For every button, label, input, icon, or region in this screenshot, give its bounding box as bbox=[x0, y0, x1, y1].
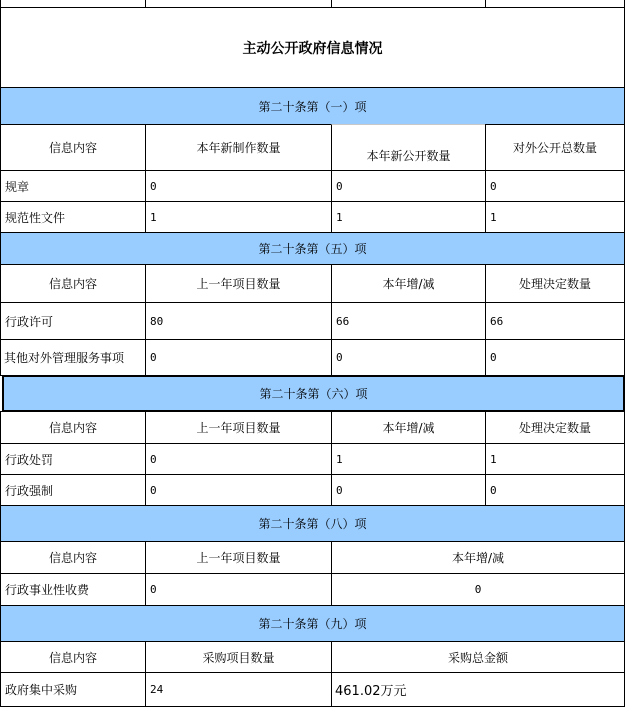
section-header-9: 第二十条第（九）项 bbox=[0, 605, 625, 642]
column-header: 上一年项目数量 bbox=[145, 411, 332, 444]
table-cell: 0 bbox=[485, 170, 625, 202]
table-cell: 66 bbox=[485, 302, 625, 340]
column-header: 信息内容 bbox=[0, 264, 146, 303]
table-cell: 0 bbox=[485, 474, 625, 506]
table-cell: 66 bbox=[331, 302, 486, 340]
column-header: 采购项目数量 bbox=[145, 641, 332, 673]
section-header-5: 第二十条第（五）项 bbox=[0, 232, 625, 265]
table-cell: 0 bbox=[331, 170, 486, 202]
row-label: 行政事业性收费 bbox=[0, 573, 146, 606]
row-label: 规章 bbox=[0, 170, 146, 202]
table-cell: 0 bbox=[331, 474, 486, 506]
table-cell: 1 bbox=[331, 201, 486, 233]
section-header-6: 第二十条第（六）项 bbox=[2, 375, 625, 412]
column-header: 本年增/减 bbox=[331, 264, 486, 303]
table-cell: 0 bbox=[485, 339, 625, 376]
page-title: 主动公开政府信息情况 bbox=[0, 7, 625, 88]
row-label: 行政强制 bbox=[0, 474, 146, 506]
column-header: 上一年项目数量 bbox=[145, 264, 332, 303]
section-header-8: 第二十条第（八）项 bbox=[0, 505, 625, 542]
table-cell: 80 bbox=[145, 302, 332, 340]
table-cell: 1 bbox=[485, 443, 625, 475]
table-cell: 24 bbox=[145, 672, 332, 707]
table-cell: 0 bbox=[145, 474, 332, 506]
column-header: 处理决定数量 bbox=[485, 264, 625, 303]
column-header: 信息内容 bbox=[0, 641, 146, 673]
row-label: 行政许可 bbox=[0, 302, 146, 340]
table-cell: 1 bbox=[145, 201, 332, 233]
table-cell: 0 bbox=[145, 573, 332, 606]
table-cell: 1 bbox=[331, 443, 486, 475]
row-label: 规范性文件 bbox=[0, 201, 146, 233]
column-header: 本年新制作数量 bbox=[145, 124, 332, 171]
table-cell: 461.02万元 bbox=[331, 672, 625, 707]
column-header: 信息内容 bbox=[0, 541, 146, 574]
table-cell: 0 bbox=[145, 443, 332, 475]
column-header: 信息内容 bbox=[0, 124, 146, 171]
table-cell: 0 bbox=[145, 339, 332, 376]
column-header: 采购总金额 bbox=[331, 641, 625, 673]
row-label: 其他对外管理服务事项 bbox=[0, 339, 146, 376]
table-cell: 0 bbox=[331, 339, 486, 376]
table-cell: 1 bbox=[485, 201, 625, 233]
table-cell: 0 bbox=[145, 170, 332, 202]
column-header: 上一年项目数量 bbox=[145, 541, 332, 574]
column-header: 本年增/减 bbox=[331, 541, 625, 574]
column-header: 对外公开总数量 bbox=[485, 124, 625, 171]
row-label: 政府集中采购 bbox=[0, 672, 146, 707]
section-header-1: 第二十条第（一）项 bbox=[0, 87, 625, 125]
table-cell: 0 bbox=[331, 573, 625, 606]
column-header: 本年新公开数量 bbox=[331, 124, 486, 171]
column-header: 处理决定数量 bbox=[485, 411, 625, 444]
column-header: 本年增/减 bbox=[331, 411, 486, 444]
row-label: 行政处罚 bbox=[0, 443, 146, 475]
column-header: 信息内容 bbox=[0, 411, 146, 444]
